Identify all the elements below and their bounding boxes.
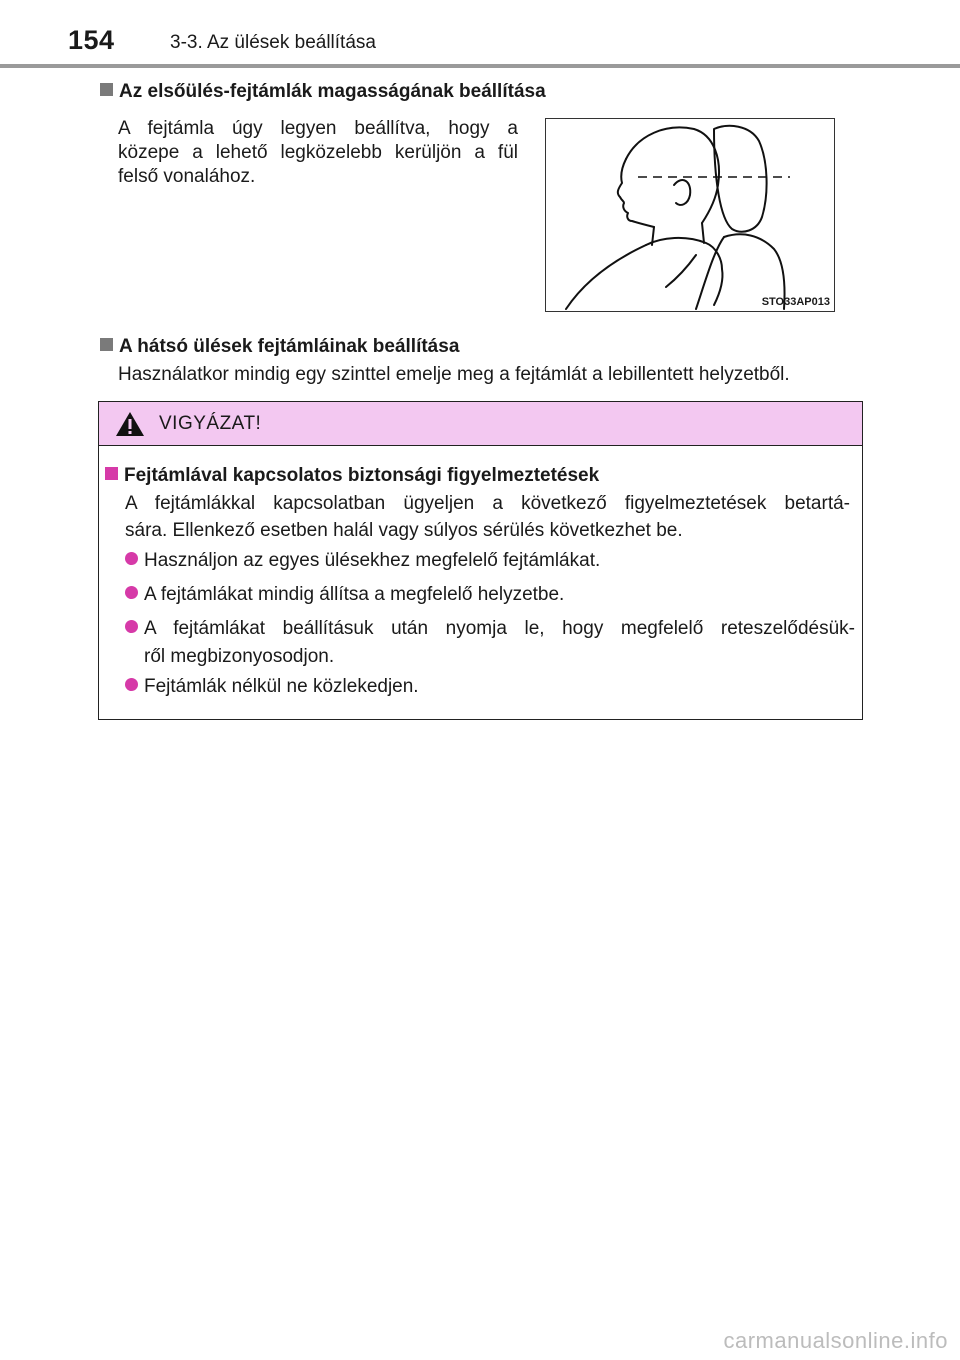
section-front-headrest-line-1: A fejtámla úgy legyen beállítva, hogy a (118, 118, 518, 139)
square-bullet-icon (105, 467, 118, 480)
warning-bullet-2: A fejtámlákat mindig állítsa a megfelelő helyzetbe. (125, 581, 564, 609)
watermark: carmanualsonline.info (723, 1328, 948, 1353)
page-number: 154 (68, 25, 115, 55)
warning-title: Fejtámlával kapcsolatos biztonsági figyelmeztetések (105, 465, 599, 487)
section-front-headrest-line-3: felső vonalához. (118, 166, 256, 187)
warning-box (98, 401, 863, 720)
head-and-headrest-drawing (546, 119, 834, 311)
section-front-headrest-title: Az elsőülés-fejtámlák magasságának beállítása (100, 81, 546, 103)
round-bullet-icon (125, 552, 138, 565)
square-bullet-icon (100, 83, 113, 96)
figure-code: STO33AP013 (761, 296, 830, 308)
square-bullet-icon (100, 338, 113, 351)
warning-intro-line-2: sára. Ellenkező esetben halál vagy súlyos sérülés következhet be. (125, 520, 683, 541)
warning-bullet-4: Fejtámlák nélkül ne közlekedjen. (125, 673, 419, 701)
round-bullet-icon (125, 586, 138, 599)
round-bullet-icon (125, 620, 138, 633)
section-front-headrest-line-2: közepe a lehető legközelebb kerüljön a fül (118, 142, 518, 163)
warning-label: VIGYÁZAT! (159, 413, 262, 434)
headrest-illustration (545, 118, 835, 312)
warning-triangle-icon (115, 411, 145, 437)
warning-bullet-1: Használjon az egyes ülésekhez megfelelő fejtámlákat. (125, 547, 600, 575)
round-bullet-icon (125, 678, 138, 691)
warning-intro-line-1: A fejtámlákkal kapcsolatban ügyeljen a következő figyelmeztetések betartá- (125, 493, 850, 514)
section-rear-headrest-title: A hátsó ülések fejtámláinak beállítása (100, 336, 459, 358)
page-header (0, 0, 960, 70)
warning-bullet-3: A fejtámlákat beállításuk után nyomja le, hogy megfelelő reteszelődésük- ről megbizonyosodjon. (125, 615, 855, 671)
header-rule (0, 64, 960, 68)
chapter-title: 3-3. Az ülések beállítása (170, 32, 376, 53)
warning-header (99, 402, 862, 446)
section-rear-headrest-text: Használatkor mindig egy szinttel emelje meg a fejtámlát a lebillentett helyzetből. (118, 364, 790, 385)
